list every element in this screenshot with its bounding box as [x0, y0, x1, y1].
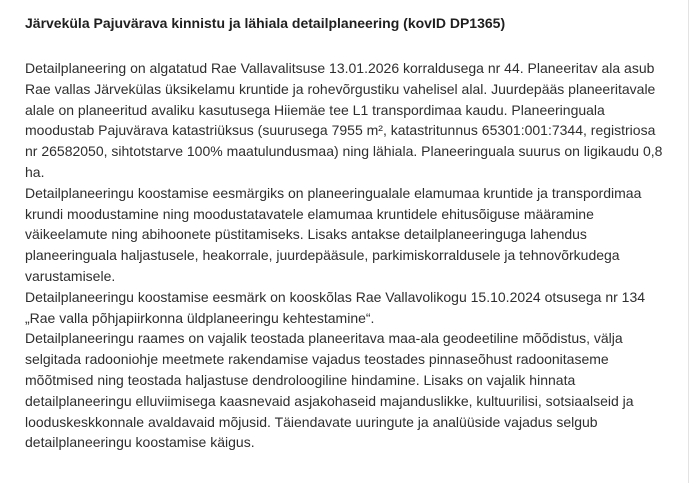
paragraph-conformity: Detailplaneeringu koostamise eesmärk on kooskõlas Rae Vallavolikogu 15.10.2024 otsusega nr 134 „Rae valla põhjapiirkonna üldplaneeringu kehtestamine“. — [25, 288, 646, 326]
paragraph-purpose: Detailplaneeringu koostamise eesmärgiks on planeeringualale elamumaa kruntide ja transpordimaa krundi moodustamine ning moodustatavatele elamumaa kruntidele ehitusõiguse määramine väikeelamute ning abihoonete püstitamiseks. Lisaks antakse detailplaneeringuga lahendus planeeringuala haljastusele, heakorrale, juurdepääsule, parkimiskorraldusele ja tehnovõrkudega varustamisele. — [25, 184, 642, 284]
paragraph-surveys: Detailplaneeringu raames on vajalik teostada planeeritava maa-ala geodeetiline mõõdistus, välja selgitada radooniohje meetmete rakendamise vajadus teostades pinnaseõhust radoonitaseme mõõtmised ning teostada haljastuse dendroloogiline hindamine. Lisaks on vajalik hinnata detailplaneeringu elluviimisega kaasnevaid asjakohaseid majanduslikke, kultuurilisi, sotsiaalseid ja looduskeskkonnale avaldavaid mõjusid. Täiendavate uuringute ja analüüside vajadus selgub detailplaneeringu koostamise käigus. — [25, 330, 634, 451]
document-body — [25, 11, 665, 453]
page-edge-divider — [688, 0, 689, 483]
paragraph-initiation: Detailplaneering on algatatud Rae Vallavalitsuse 13.01.2026 korraldusega nr 44. Planeeritav ala asub Rae vallas Järvekülas üksikelamu kruntide ja rohevõrgustiku vahelisel alal. Juurdepääs planeeritavale alale on planeeritud avaliku kasutusega Hiiemäe tee L1 transpordimaa kaudu. Planeeringuala moodustab Pajuvärava katastriüksus (suurusega 7955 m², katastritunnus 65301:001:7344, registriosa nr 26582050, sihtotstarve 100% maatulundusmaa) ning lähiala. Planeeringuala suurus on ligikaudu 0,8 ha. — [25, 60, 663, 180]
document-title: Järveküla Pajuvärava kinnistu ja lähiala detailplaneering (kovID DP1365) — [25, 15, 506, 31]
